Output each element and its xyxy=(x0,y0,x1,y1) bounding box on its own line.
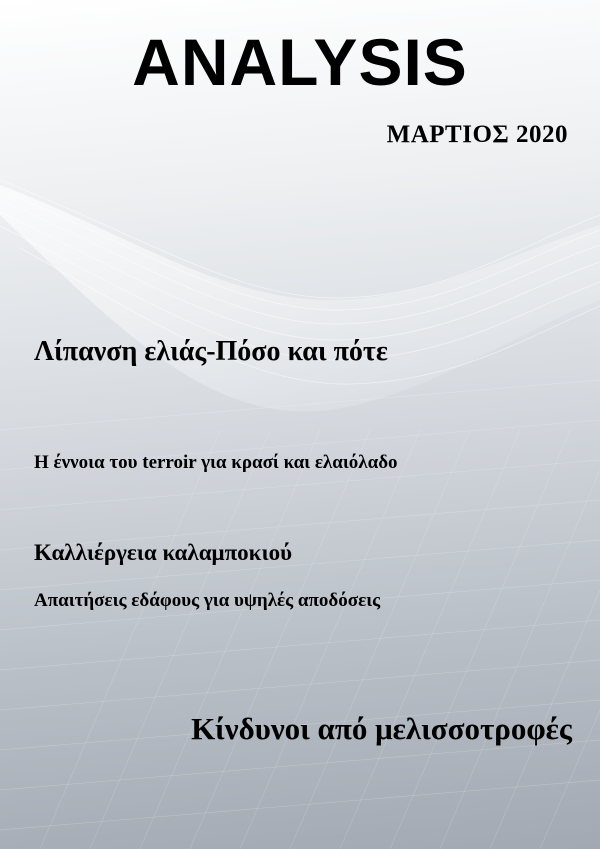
headline-olive-fertilization: Λίπανση ελιάς-Πόσο και πότε xyxy=(34,336,388,367)
masthead-title: ANALYSIS xyxy=(132,25,468,99)
issue-date: ΜΑΡΤΙΟΣ 2020 xyxy=(386,121,568,148)
headline-terroir: Η έννοια του terroir για κρασί και ελαιόλαδο xyxy=(34,452,398,473)
headline-soil-requirements: Απαιτήσεις εδάφους για υψηλές αποδόσεις xyxy=(34,590,381,611)
headline-corn-cultivation: Καλλιέργεια καλαμποκιού xyxy=(34,540,293,565)
headline-bee-feed-risks: Κίνδυνοι από μελισσοτροφές xyxy=(191,711,572,746)
